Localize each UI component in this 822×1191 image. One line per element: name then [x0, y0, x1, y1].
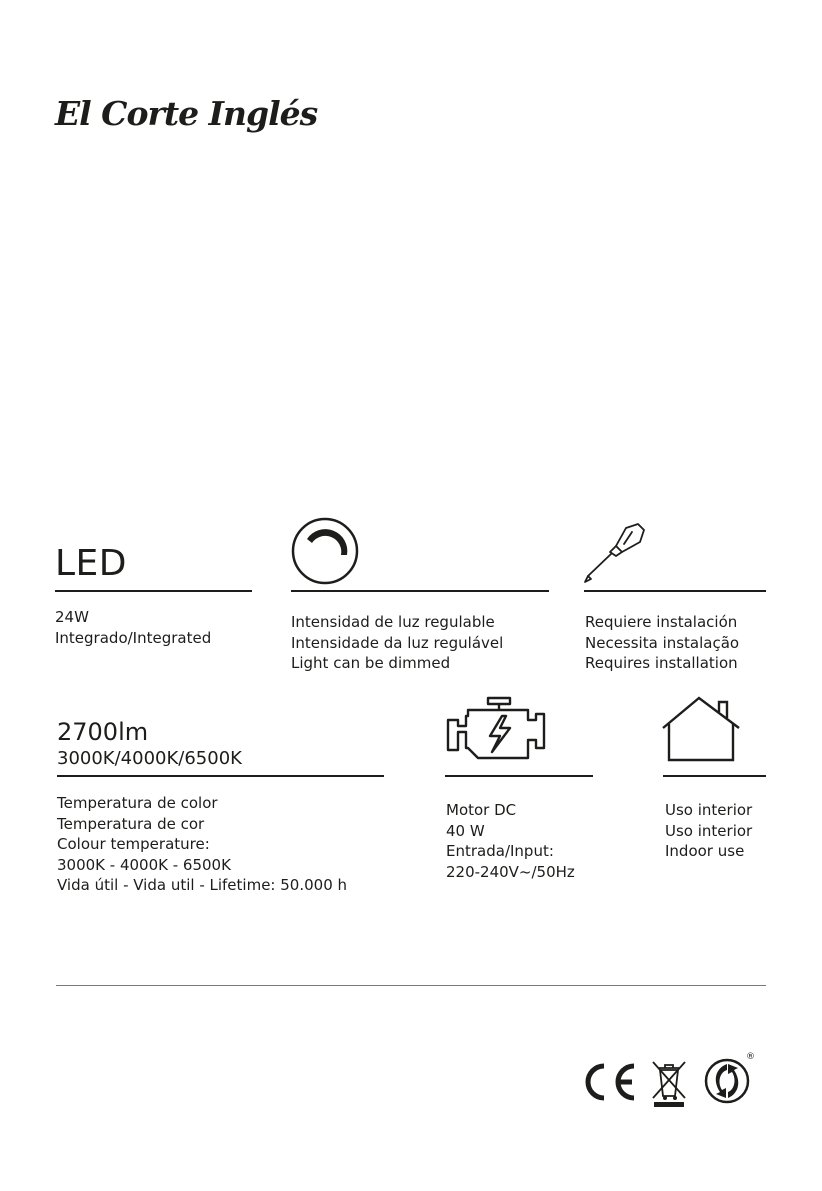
lumens-text: [57, 793, 347, 896]
dimmer-line: Light can be dimmed: [291, 654, 451, 672]
screwdriver-icon: [582, 522, 648, 584]
motor-text: [446, 800, 575, 882]
indoor-line: Uso interior: [665, 801, 753, 819]
installation-line: Necessita instalação: [585, 633, 740, 652]
led-spec-line: 24W: [55, 608, 89, 626]
led-spec-line: Integrado/Integrated: [55, 628, 212, 647]
dimmer-text: [291, 612, 503, 674]
lumens-line: Temperatura de color: [57, 794, 218, 812]
lumens-rule: [57, 775, 384, 777]
indoor-text: [665, 800, 752, 862]
lumens-line: Colour temperature:: [57, 835, 210, 853]
dimmer-line: Intensidad de luz regulable: [291, 613, 495, 631]
led-title: LED: [55, 543, 128, 584]
motor-line: Entrada/Input:: [446, 842, 554, 860]
installation-rule: [584, 590, 766, 592]
weee-bin-icon: [651, 1058, 687, 1108]
installation-text: [585, 612, 739, 674]
motor-line: Motor DC: [446, 801, 517, 819]
led-rule: [55, 590, 252, 592]
led-specs: [55, 607, 211, 648]
motor-line: 220-240V~/50Hz: [446, 862, 575, 881]
kelvin-subtitle: 3000K/4000K/6500K: [57, 748, 242, 769]
indoor-line: Indoor use: [665, 842, 745, 860]
installation-line: Requiere instalación: [585, 613, 738, 631]
house-icon: [661, 694, 741, 764]
footer-divider: [56, 985, 766, 986]
dimmer-line: Intensidade da luz regulável: [291, 633, 504, 652]
green-dot-icon: [704, 1058, 750, 1104]
dimmer-icon: [291, 517, 359, 585]
lumens-line: 3000K - 4000K - 6500K: [57, 855, 231, 874]
lumens-line: Vida útil - Vida util - Lifetime: 50.000 h: [57, 876, 348, 894]
indoor-line: Uso interior: [665, 821, 753, 840]
installation-line: Requires installation: [585, 654, 738, 672]
lumens-line: Temperatura de cor: [57, 814, 205, 833]
motor-rule: [445, 775, 593, 777]
registered-mark: ®: [746, 1052, 755, 1062]
brand-logo: El Corte Inglés: [55, 94, 318, 133]
ce-mark-icon: [578, 1060, 638, 1104]
lumens-title: 2700lm: [57, 718, 149, 746]
motor-icon: [444, 696, 550, 762]
dimmer-rule: [291, 590, 549, 592]
indoor-rule: [663, 775, 766, 777]
motor-line: 40 W: [446, 821, 485, 840]
